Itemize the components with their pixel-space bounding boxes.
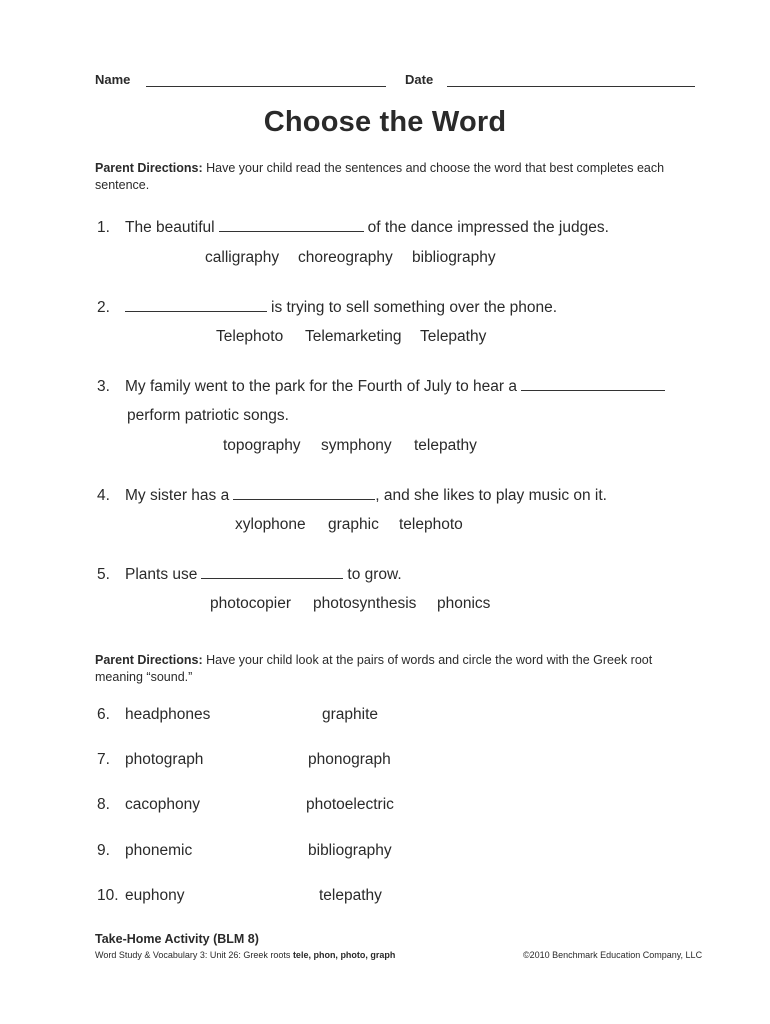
choice: Telephoto	[216, 328, 284, 345]
directions-text: Have your child read the sentences and choose the word that best completes each	[206, 161, 665, 175]
pair-left-word[interactable]: cacophony	[125, 796, 200, 813]
question-2	[97, 299, 557, 317]
footer-copyright: ©2010 Benchmark Education Company, LLC	[523, 950, 703, 960]
choice: Telemarketing	[305, 328, 402, 345]
pair-right-word[interactable]: photoelectric	[306, 796, 394, 813]
parent-directions-2	[95, 652, 705, 686]
question-4	[97, 487, 607, 505]
directions-text-cont: sentence.	[95, 178, 150, 192]
pair-9	[97, 842, 192, 860]
answer-blank[interactable]	[219, 230, 364, 232]
name-line[interactable]	[146, 86, 386, 87]
name-label: Name	[95, 72, 131, 87]
footer-source-roots: tele, phon, photo, graph	[292, 950, 396, 960]
choice: photosynthesis	[313, 595, 417, 612]
pair-6	[97, 706, 210, 724]
choice: photocopier	[210, 595, 292, 612]
choice: phonics	[437, 595, 491, 612]
pair-left-word[interactable]: phonemic	[125, 842, 193, 859]
pair-right-word[interactable]: telepathy	[319, 887, 382, 904]
parent-directions-1	[95, 160, 705, 194]
date-line[interactable]	[447, 86, 695, 87]
question-text-after: , and she likes to play music on it.	[375, 487, 607, 504]
pair-right-word[interactable]: phonograph	[308, 751, 391, 768]
choice: telephoto	[399, 516, 463, 533]
answer-blank[interactable]	[521, 389, 665, 391]
question-text: The beautiful	[125, 219, 215, 236]
pair-number: 7.	[97, 751, 110, 768]
question-3	[97, 378, 669, 396]
answer-blank[interactable]	[125, 310, 267, 312]
pair-7	[97, 751, 203, 769]
question-text: My family went to the park for the Fourth of July to hear a	[125, 378, 517, 395]
question-text: My sister has a	[125, 487, 230, 504]
choice: topography	[223, 437, 301, 454]
pair-number: 8.	[97, 796, 110, 813]
question-1	[97, 219, 609, 237]
question-number: 2.	[97, 299, 110, 316]
question-text: Plants use	[125, 566, 198, 583]
question-number: 3.	[97, 378, 110, 395]
choice: telepathy	[414, 437, 477, 454]
choice: symphony	[321, 437, 392, 454]
choice: choreography	[298, 249, 393, 266]
pair-left-word[interactable]: photograph	[125, 751, 204, 768]
question-text-after: to grow.	[347, 566, 402, 583]
question-number: 4.	[97, 487, 110, 504]
pair-number: 10.	[97, 887, 119, 904]
choice: graphic	[328, 516, 379, 533]
pair-number: 6.	[97, 706, 110, 723]
pair-number: 9.	[97, 842, 110, 859]
question-number: 1.	[97, 219, 110, 236]
date-label: Date	[405, 72, 434, 87]
choice: xylophone	[235, 516, 306, 533]
directions-text: Have your child look at the pairs of words and circle the word with the Greek root	[206, 653, 653, 667]
pair-left-word[interactable]: headphones	[125, 706, 211, 723]
choice: calligraphy	[205, 249, 280, 266]
footer-source	[95, 950, 395, 960]
footer-source-text: Word Study & Vocabulary 3: Unit 26: Greek roots	[95, 950, 293, 960]
directions-label: Parent Directions:	[95, 653, 203, 667]
pair-right-word[interactable]: graphite	[322, 706, 379, 723]
pair-right-word[interactable]: bibliography	[308, 842, 392, 859]
directions-text-cont: meaning “sound.”	[95, 670, 193, 684]
question-5	[97, 566, 402, 584]
pair-8	[97, 796, 200, 814]
pair-left-word[interactable]: euphony	[125, 887, 185, 904]
pair-10	[97, 887, 184, 905]
choice: Telepathy	[420, 328, 487, 345]
question-number: 5.	[97, 566, 110, 583]
question-text-after: of the dance impressed the judges.	[367, 219, 609, 236]
answer-blank[interactable]	[201, 577, 343, 579]
page-title: Choose the Word	[263, 106, 507, 138]
answer-blank[interactable]	[233, 498, 375, 500]
directions-label: Parent Directions:	[95, 161, 203, 175]
question-3-continuation: perform patriotic songs.	[127, 407, 289, 424]
question-text-after: is trying to sell something over the phone.	[271, 299, 558, 316]
footer-activity-title: Take-Home Activity (BLM 8)	[95, 932, 259, 946]
choice: bibliography	[412, 249, 496, 266]
